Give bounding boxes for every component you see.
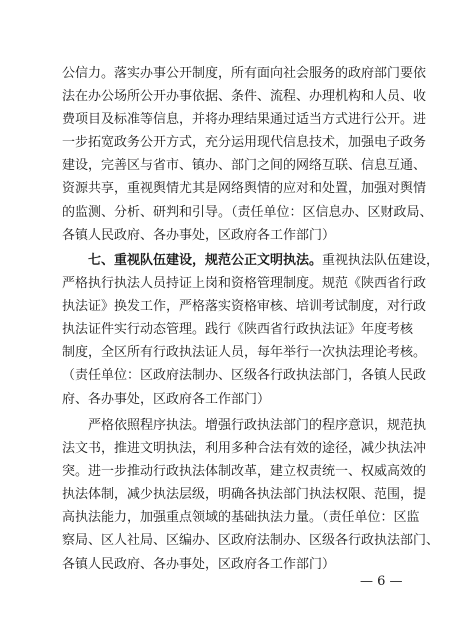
paragraph-line: 费项目及标准等信息，并将办理结果通过适当方式进行公开。进: [62, 112, 427, 128]
paragraph-line: 资源共享，重视舆情尤其是网络舆情的应对和处置，加强对舆情: [62, 181, 427, 197]
paragraph-line: 的监测、分析、研判和引导。（责任单位：区信息办、区财政局、: [62, 204, 433, 220]
paragraph-line: 制度，全区所有行政执法证人员，每年举行一次执法理论考核。: [62, 345, 427, 361]
paragraph-line: 公信力。落实办事公开制度，所有面向社会服务的政府部门要依: [62, 66, 427, 81]
paragraph-line: 各镇人民政府、各办事处，区政府各工作部门）: [62, 556, 336, 572]
paragraph-line: 法在办公场所公开办事依据、条件、流程、办理机构和人员、收: [62, 89, 427, 105]
paragraph-line: 严格执行执法人员持证上岗和资格管理制度。规范《陕西省行政: [62, 276, 427, 292]
page-number: — 6 —: [360, 574, 403, 589]
paragraph-line: 突。进一步推动行政执法体制改革，建立权责统一、权威高效的: [62, 464, 427, 480]
paragraph-line: 察局、区人社局、区编办、区政府法制办、区级各行政执法部门、: [62, 533, 440, 549]
paragraph-line: 执法证》换发工作，严格落实资格审核、培训考试制度，对行政: [62, 299, 427, 315]
paragraph-line: 法文书，推进文明执法，利用多种合法有效的途径，减少执法冲: [62, 441, 427, 457]
paragraph-procedure: [62, 414, 440, 576]
section-heading: 七、重视队伍建设，规范公正文明执法。: [88, 253, 323, 268]
paragraph-line: （责任单位：区政府法制办、区级各行政执法部门，各镇人民政: [62, 368, 427, 384]
paragraph-line: 执法体制，减少执法层级，明确各执法部门执法权限、范围，提: [62, 487, 427, 503]
paragraph-line: 府、各办事处，区政府各工作部门）: [62, 391, 271, 407]
paragraph-line: 执法证件实行动态管理。践行《陕西省行政执法证》年度考核: [62, 322, 414, 338]
paragraph-line: 各镇人民政府、各办事处，区政府各工作部门）: [62, 227, 336, 243]
heading-line-rest: 重视执法队伍建设，: [322, 253, 440, 268]
paragraph-line: 建设，完善区与省市、镇办、部门之间的网络互联、信息互通、: [62, 158, 427, 174]
paragraph-line: 一步拓宽政务公开方式，充分运用现代信息技术，加强电子政务: [62, 135, 427, 151]
paragraph-team-building: [62, 249, 440, 411]
paragraph-public-affairs: [62, 62, 433, 247]
paragraph-first-line: [62, 249, 440, 272]
paragraph-line: 高执法能力，加强重点领域的基础执法力量。（责任单位：区监: [62, 510, 420, 526]
paragraph-line: 严格依照程序执法。增强行政执法部门的程序意识，规范执: [88, 418, 427, 433]
